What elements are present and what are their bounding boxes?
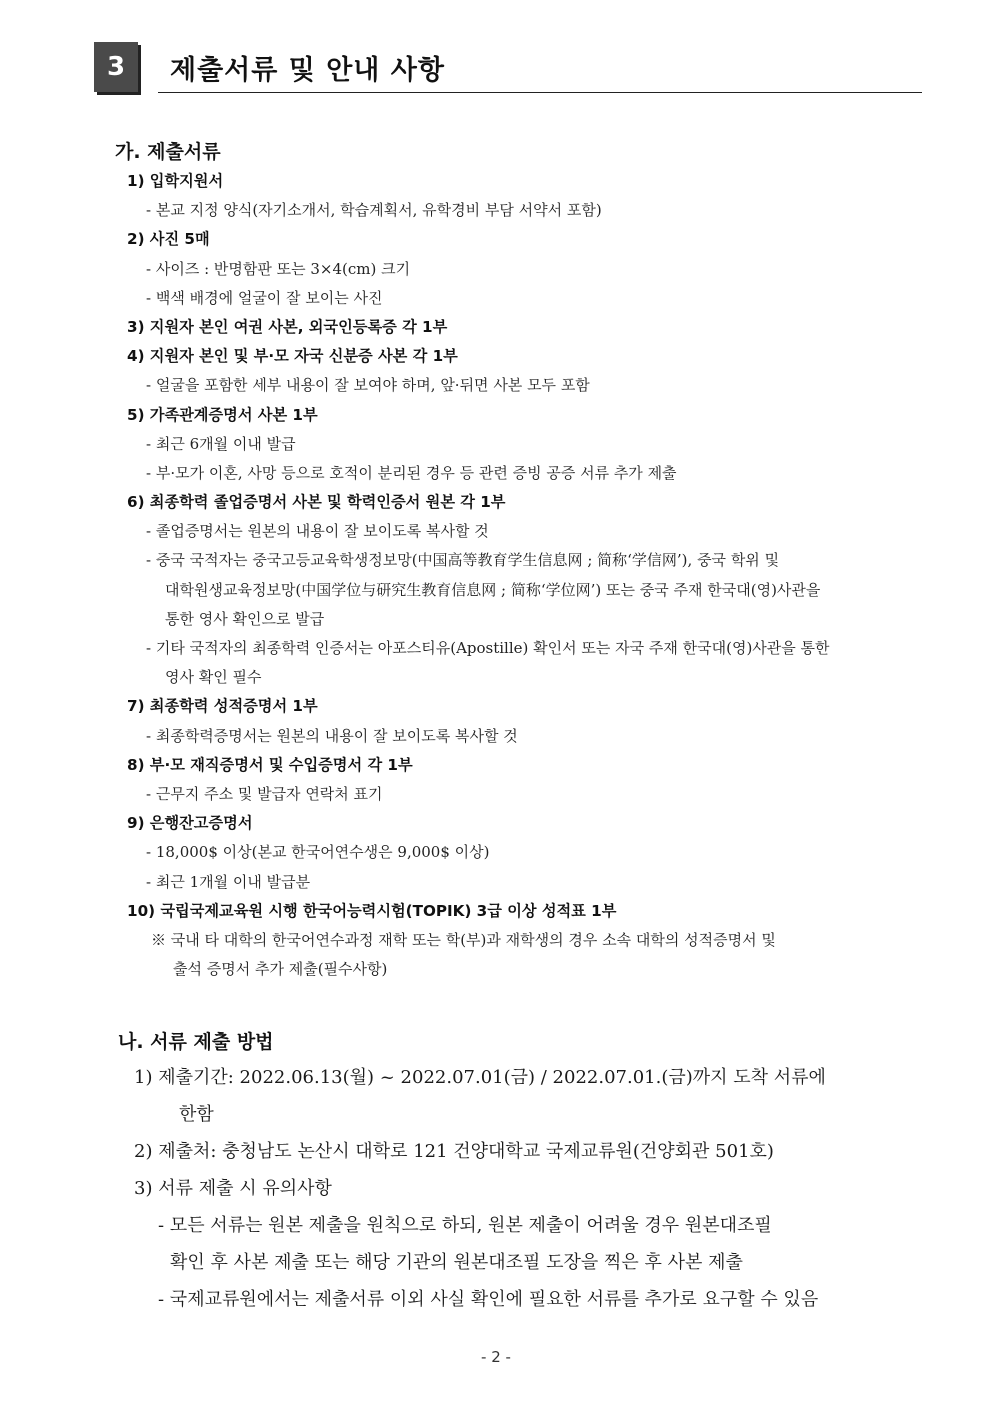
doc-item-6-detail-other [115,634,925,692]
header-underline [158,92,922,93]
method-period-line-1: 1) 제출기간: 2022.06.13(월) ~ 2022.07.01(금) / 2022.07.01.(금)까지 도착 서류에 [134,1067,826,1088]
doc-item-3: 3) 지원자 본인 여권 사본, 외국인등록증 각 1부 [127,317,448,336]
method-period [118,1059,928,1133]
section-number-badge: 3 [94,42,138,92]
subsection-title-documents: 가. 제출서류 [115,141,221,163]
subsection-title-method: 나. 서류 제출 방법 [118,1031,274,1053]
page-number: - 2 - [481,1348,511,1366]
doc-item-5-detail-1: - 최근 6개월 이내 발급 [146,434,296,453]
method-note-originals-line-2: 확인 후 사본 제출 또는 해당 기관의 원본대조필 도장을 찍은 후 사본 제출 [170,1252,743,1273]
doc-item-6-detail-china [115,546,925,634]
doc-item-9-detail-1: - 18,000$ 이상(본교 한국어연수생은 9,000$ 이상) [146,843,490,862]
doc-item-6-detail-1: - 졸업증명서는 원본의 내용이 잘 보이도록 복사할 것 [146,522,489,541]
method-notes-title: 3) 서류 제출 시 유의사항 [134,1178,332,1199]
doc-item-6-china-line-1: - 중국 국적자는 중국고등교육학생정보망(中国高等教育学生信息网 ; 简称‘学信网’), 중국 학위 및 [146,551,780,570]
method-period-line-2: 한함 [179,1104,214,1125]
doc-item-10: 10) 국립국제교육원 시행 한국어능력시험(TOPIK) 3급 이상 성적표 1부 [127,901,617,920]
submission-method-section [118,1025,928,1318]
submission-documents-section [115,137,925,984]
doc-item-6: 6) 최종학력 졸업증명서 사본 및 학력인증서 원본 각 1부 [127,493,506,512]
method-note-originals-line-1: - 모든 서류는 원본 제출을 원칙으로 하되, 원본 제출이 어려울 경우 원본대조필 [158,1215,772,1236]
doc-item-9: 9) 은행잔고증명서 [127,814,253,833]
doc-item-2-detail-2: - 백색 배경에 얼굴이 잘 보이는 사진 [146,288,383,307]
doc-item-9-detail-2: - 최근 1개월 이내 발급분 [146,872,311,891]
section-title: 제출서류 및 안내 사항 [170,55,445,86]
doc-item-6-other-line-2: 영사 확인 필수 [165,668,262,687]
doc-item-1: 1) 입학지원서 [127,172,224,190]
doc-item-4: 4) 지원자 본인 및 부·모 자국 신분증 사본 각 1부 [127,347,458,366]
method-location: 2) 제출처: 충청남도 논산시 대학로 121 건양대학교 국제교류원(건양회관 501호) [134,1141,774,1162]
doc-item-6-other-line-1: - 기타 국적자의 최종학력 인증서는 아포스티유(Apostille) 확인서 또는 자국 주재 한국대(영)사관을 통한 [146,639,830,658]
doc-item-6-china-line-2: 대학원생교육정보망(中国学位与研究生教育信息网 ; 简称‘学位网’) 또는 중국 주재 한국대(영)사관을 [165,580,821,599]
doc-item-7: 7) 최종학력 성적증명서 1부 [127,697,318,716]
doc-item-2: 2) 사진 5매 [127,230,210,249]
section-header [94,42,922,94]
doc-item-8: 8) 부·모 재직증명서 및 수입증명서 각 1부 [127,755,413,774]
doc-item-10-note-line-2: 출석 증명서 추가 제출(필수사항) [173,960,388,979]
doc-item-6-china-line-3: 통한 영사 확인으로 발급 [165,609,325,628]
doc-item-4-detail: - 얼굴을 포함한 세부 내용이 잘 보여야 하며, 앞·뒤면 사본 모두 포함 [146,376,590,395]
method-note-originals [118,1207,928,1281]
doc-item-5-detail-2: - 부·모가 이혼, 사망 등으로 호적이 분리된 경우 등 관련 증빙 공증 서류 추가 제출 [146,463,677,482]
method-note-additional: - 국제교류원에서는 제출서류 이외 사실 확인에 필요한 서류를 추가로 요구할 수 있음 [158,1289,819,1310]
doc-item-1-detail: - 본교 지정 양식(자기소개서, 학습계획서, 유학경비 부담 서약서 포함) [146,201,602,220]
doc-item-7-detail: - 최종학력증명서는 원본의 내용이 잘 보이도록 복사할 것 [146,726,518,745]
doc-item-5: 5) 가족관계증명서 사본 1부 [127,405,318,424]
doc-item-2-detail-1: - 사이즈 : 반명함판 또는 3×4(cm) 크기 [146,259,411,278]
doc-item-8-detail: - 근무지 주소 및 발급자 연락처 표기 [146,785,383,804]
doc-item-10-note [115,926,925,984]
doc-item-10-note-line-1: ※ 국내 타 대학의 한국어연수과정 재학 또는 학(부)과 재학생의 경우 소속 대학의 성적증명서 및 [151,930,776,949]
